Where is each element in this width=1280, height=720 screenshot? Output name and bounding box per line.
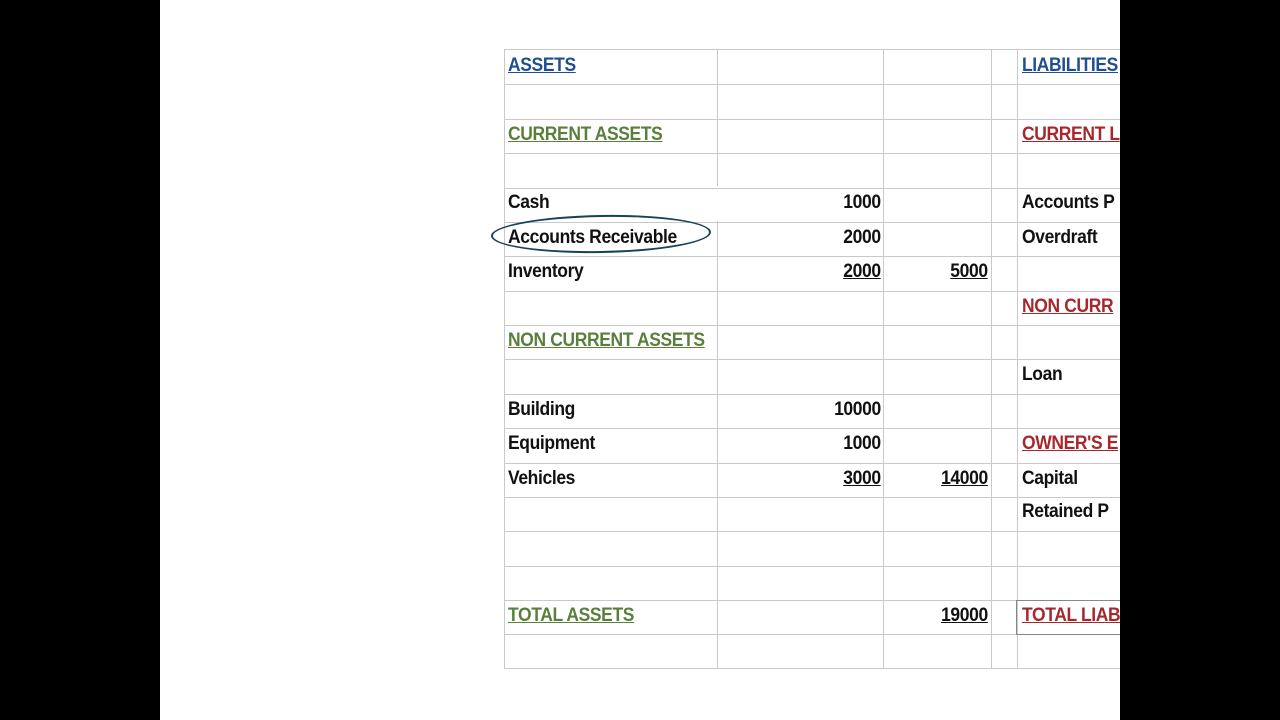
asset-amount-accounts-receivable: 2000 [843,227,881,248]
asset-amount-vehicles: 3000 [843,468,881,489]
non-current-assets-subtotal: 14000 [941,468,988,489]
grid-line [504,256,1120,257]
grid-line [504,84,1120,85]
current-liabilities-heading: CURRENT L [1022,124,1120,145]
liability-label-accounts-payable: Accounts P [1022,192,1115,213]
grid-line [504,531,1120,532]
asset-amount-cash: 1000 [843,192,881,213]
equity-label-retained-profit: Retained P [1022,501,1109,522]
grid-line [717,221,718,669]
non-current-liabilities-heading: NON CURR [1022,296,1114,317]
liabilities-heading: LIABILITIES [1022,55,1118,76]
assets-heading: ASSETS [508,55,576,76]
asset-label-accounts-receivable: Accounts Receivable [508,227,677,248]
liability-label-overdraft: Overdraft [1022,227,1098,248]
grid-line [504,394,1120,395]
asset-amount-building: 10000 [834,399,881,420]
grid-line [504,153,1120,154]
asset-label-inventory: Inventory [508,261,584,282]
grid-line [504,566,1120,567]
document-page [160,0,1120,720]
current-assets-subtotal: 5000 [950,261,988,282]
non-current-assets-heading: NON CURRENT ASSETS [508,330,705,351]
asset-label-equipment: Equipment [508,433,596,454]
grid-line [717,49,718,186]
balance-sheet [504,49,1120,669]
asset-amount-inventory: 2000 [843,261,881,282]
asset-label-cash: Cash [508,192,550,213]
liability-label-loan: Loan [1022,364,1063,385]
total-assets-value: 19000 [941,605,988,626]
current-assets-heading: CURRENT ASSETS [508,124,663,145]
grid-line [504,668,1120,669]
equity-label-capital: Capital [1022,468,1078,489]
asset-amount-equipment: 1000 [843,433,881,454]
total-assets-label: TOTAL ASSETS [508,605,635,626]
asset-label-building: Building [508,399,575,420]
asset-label-vehicles: Vehicles [508,468,576,489]
total-liabilities-label: TOTAL LIAB [1022,605,1120,626]
owners-equity-heading: OWNER'S E [1022,433,1119,454]
